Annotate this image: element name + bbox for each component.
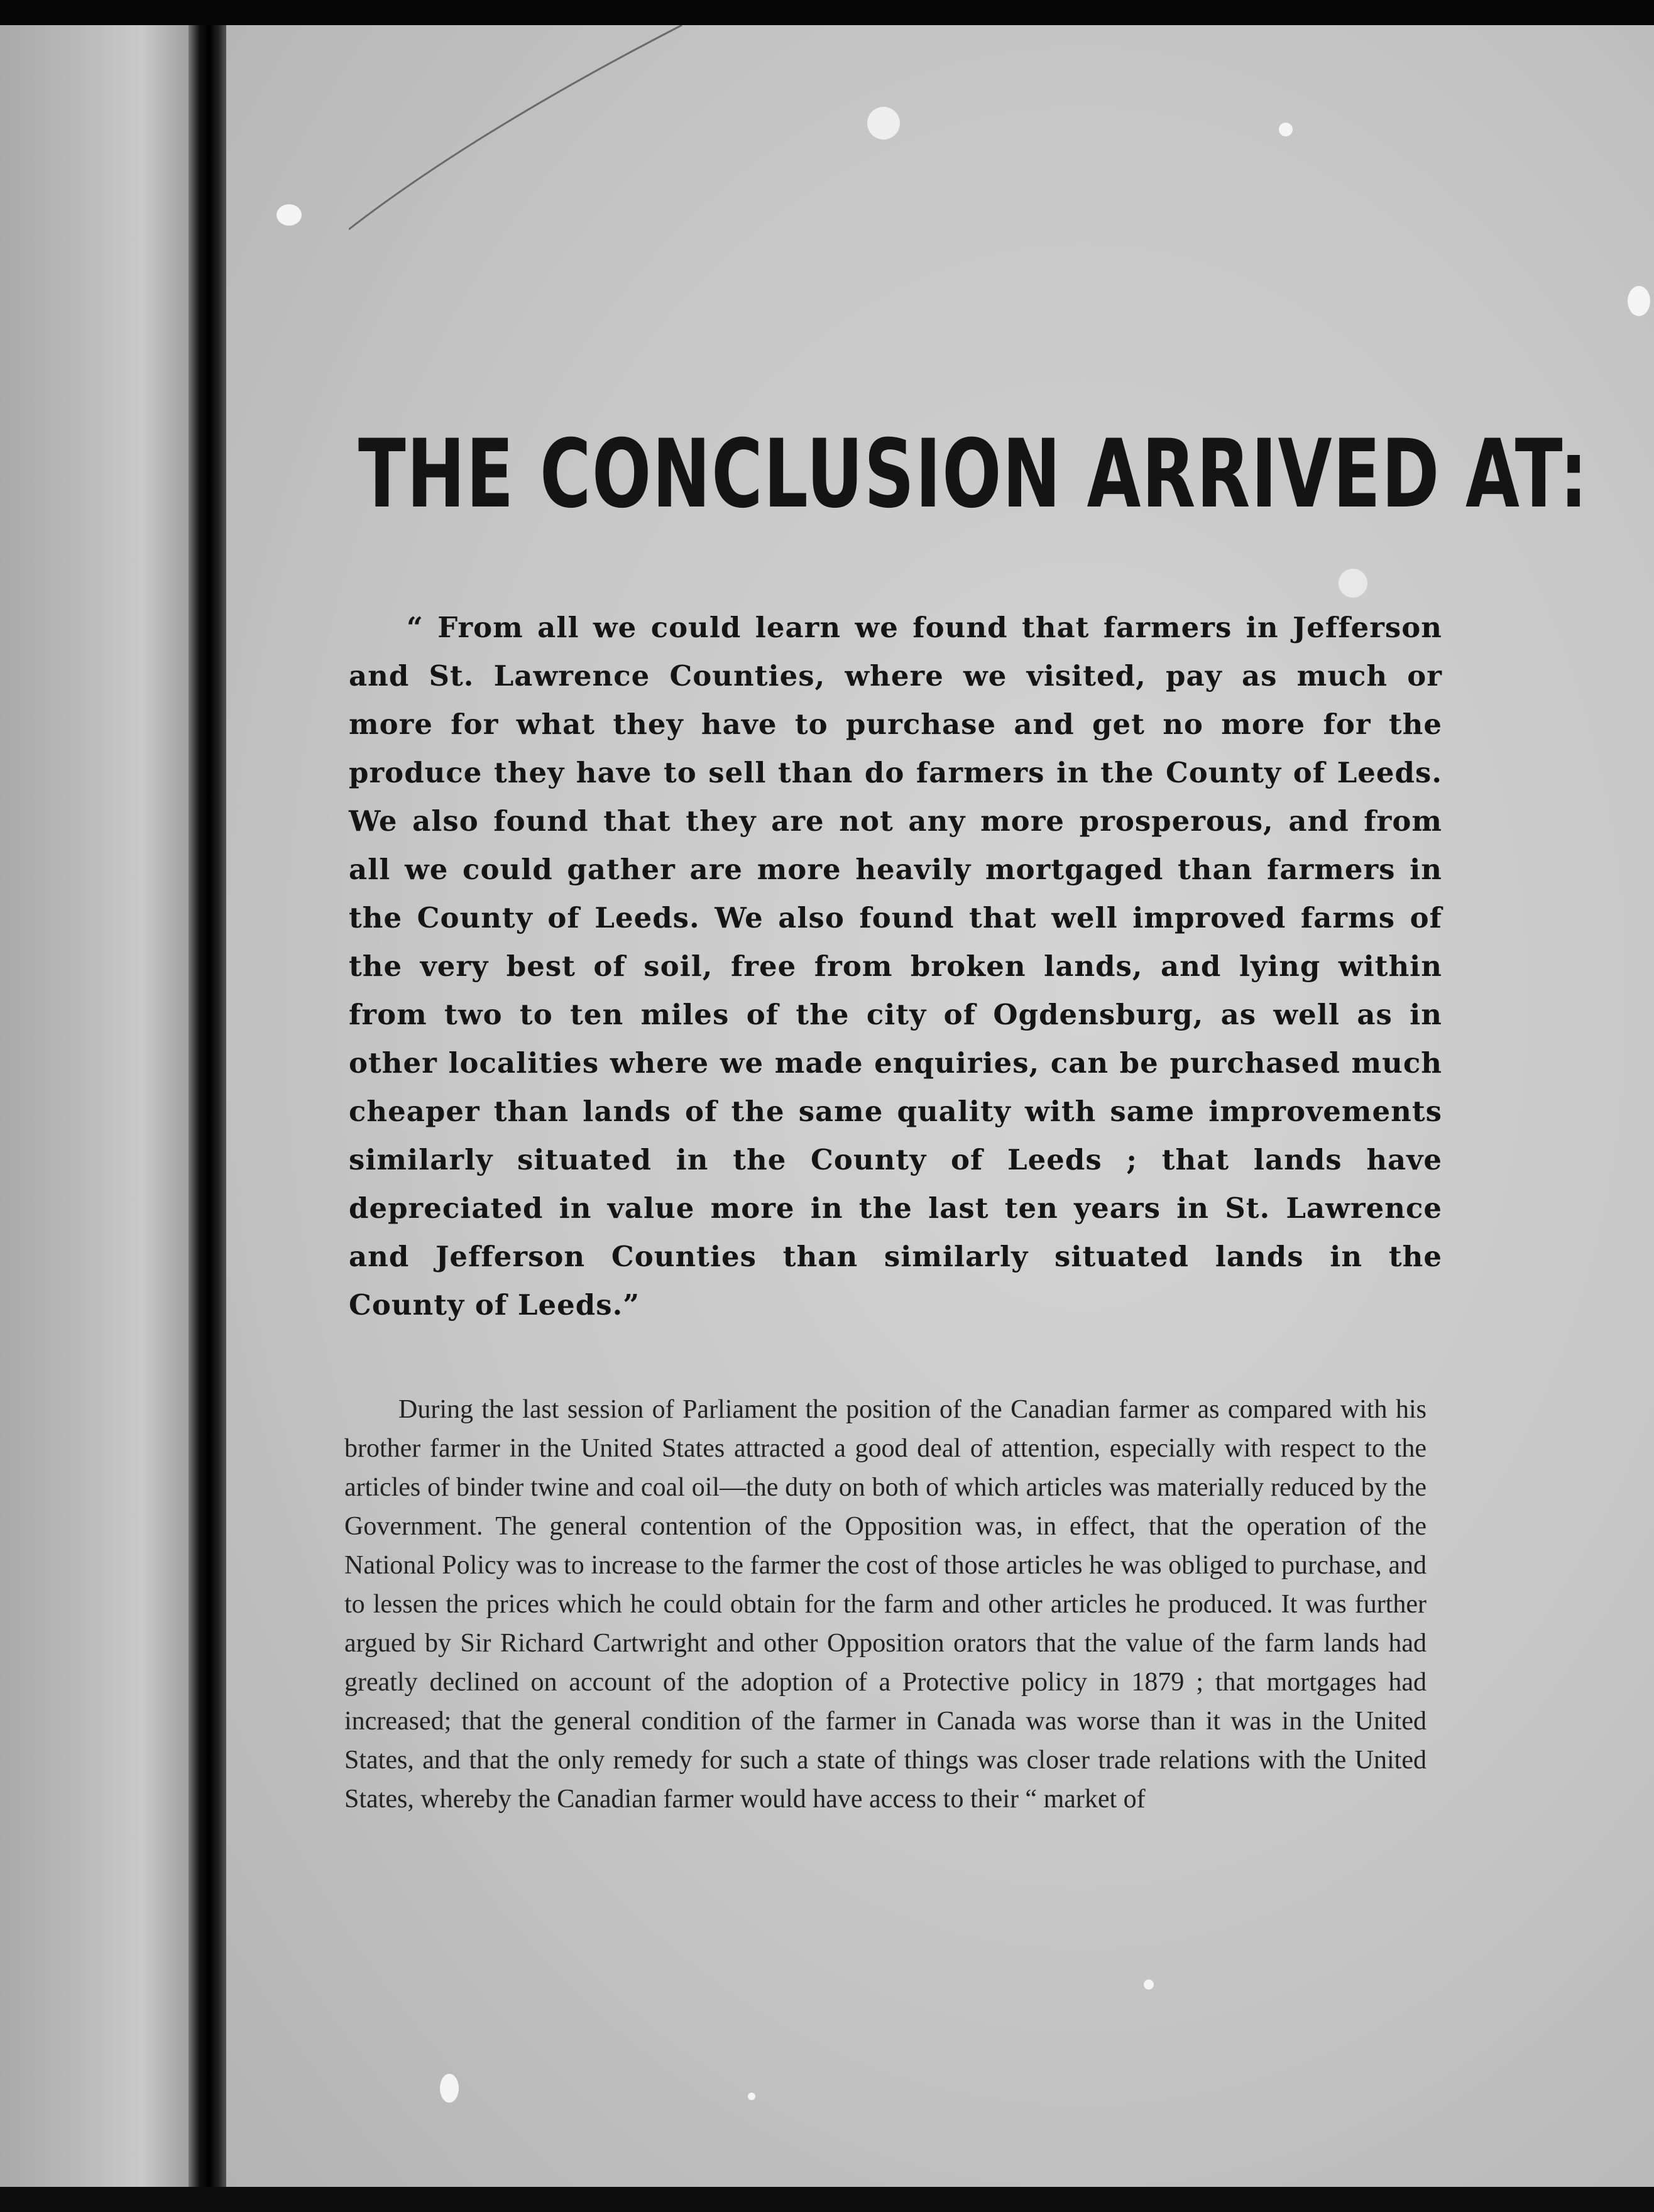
scan-bottom-border [0, 2187, 1654, 2212]
scan-speck [1339, 569, 1367, 598]
scan-speck [440, 2074, 459, 2103]
scan-top-border [0, 0, 1654, 25]
book-spine-gutter [189, 25, 226, 2187]
scan-speck [277, 204, 302, 226]
scan-speck [867, 107, 900, 140]
scan-speck [748, 2093, 755, 2100]
previous-page-margin [0, 25, 189, 2187]
scan-speck [1279, 123, 1293, 136]
body-paragraph: During the last session of Parliament the position of the Canadian farmer as compared with his brother farmer in the United States attracted a good deal of attention, especially with respect to the articles of binder twine and coal oil—the duty on both of which articles was materially reduced by the Government. The general contention of the Opposition was, in effect, that the operation of the National Policy was to increase to the farmer the cost of those articles he was obliged to purchase, and to lessen the prices which he could obtain for the farm and other articles he produced. It was further argued by Sir Richard Cartwright and other Opposition orators that the value of the farm lands had greatly declined on account of the adoption of a Protective policy in 1879 ; that mortgages had increased; that the general condition of the farmer in Canada was worse than it was in the United States, and that the only remedy for such a state of things was closer trade relations with the United States, whereby the Canadian farmer would have access to their “ market of [344, 1395, 1427, 1814]
page-title: THE CONCLUSION ARRIVED AT: [358, 420, 1589, 529]
scan-speck [1144, 1979, 1154, 1990]
conclusion-quote: “ From all we could learn we found that farmers in Jefferson and St. Lawrence Counties, where we visited, pay as much or more for what they have to purchase and get no more for the produce they have to sell than do farmers in the County of Leeds. We also found that they are not any more prosperous, and from all we could gather are more heavily mortgaged than farmers in the County of Leeds. We also found that well improved farms of the very best of soil, free from broken lands, and lying within from two to ten miles of the city of Ogdensburg, as well as in other localities where we made enquiries, can be purchased much cheaper than lands of the same quality with same improvements similarly situated in the County of Leeds ; that lands have depreciated in value more in the last ten years in St. Lawrence and Jefferson Counties than similarly situated lands in the County of Leeds.” [349, 611, 1442, 1322]
scan-speck [1628, 286, 1650, 316]
scan-scratch-mark [349, 25, 701, 239]
